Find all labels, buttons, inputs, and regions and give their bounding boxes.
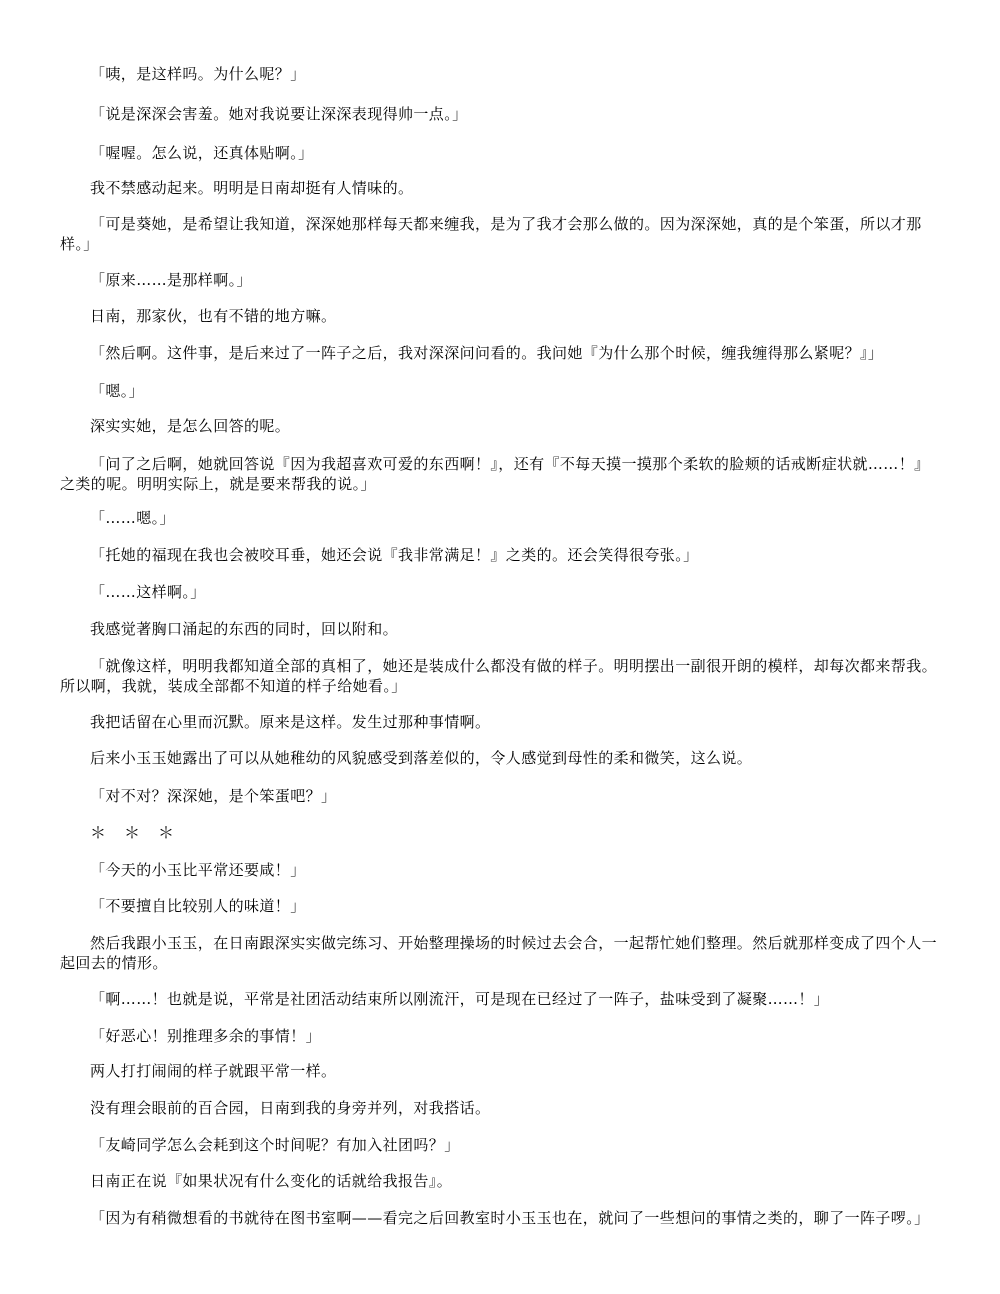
paragraph: 日南正在说『如果状况有什么变化的话就给我报告』。 xyxy=(90,1172,453,1190)
paragraph: 我感觉著胸口涌起的东西的同时，回以附和。 xyxy=(90,620,399,638)
paragraph: 「嗯。」 xyxy=(90,382,145,400)
paragraph: 「不要擅自比较别人的味道！」 xyxy=(90,897,306,915)
paragraph: 「……嗯。」 xyxy=(90,509,175,527)
paragraph: 「今天的小玉比平常还要咸！」 xyxy=(90,861,306,879)
paragraph: 「原来……是那样啊。」 xyxy=(90,271,252,289)
paragraph: 「咦，是这样吗。为什么呢？」 xyxy=(90,65,306,83)
paragraph: 「说是深深会害羞。她对我说要让深深表现得帅一点。」 xyxy=(90,105,468,123)
paragraph: 然后我跟小玉玉，在日南跟深实实做完练习、开始整理操场的时候过去会合，一起帮忙她们整理。然后就那样变成了四个人一起回去的情形。 xyxy=(60,934,938,972)
paragraph: 「……这样啊。」 xyxy=(90,583,206,601)
paragraph: 「托她的福现在我也会被咬耳垂，她还会说『我非常满足！』之类的。还会笑得很夸张。」 xyxy=(90,546,699,564)
paragraph: 「然后啊。这件事，是后来过了一阵子之后，我对深深问问看的。我问她『为什么那个时候，缠我缠得那么紧呢？』」 xyxy=(90,344,884,362)
paragraph: 「好恶心！别推理多余的事情！」 xyxy=(90,1027,322,1045)
paragraph: 「友崎同学怎么会耗到这个时间呢？有加入社团吗？」 xyxy=(90,1136,460,1154)
paragraph: 后来小玉玉她露出了可以从她稚幼的风貌感受到落差似的，令人感觉到母性的柔和微笑，这么说。 xyxy=(90,749,753,767)
paragraph: 「问了之后啊，她就回答说『因为我超喜欢可爱的东西啊！』，还有『不每天摸一摸那个柔软的脸颊的话戒断症状就……！』之类的呢。明明实际上，就是要来帮我的说。」 xyxy=(60,455,930,493)
paragraph: 「因为有稍微想看的书就待在图书室啊——看完之后回教室时小玉玉也在，就问了一些想问的事情之类的，聊了一阵子啰。」 xyxy=(90,1209,930,1227)
paragraph: 「啊……！也就是说，平常是社团活动结束所以刚流汗，可是现在已经过了一阵子，盐味受到了凝聚……！」 xyxy=(90,990,830,1008)
paragraph: 我不禁感动起来。明明是日南却挺有人情味的。 xyxy=(90,179,414,197)
paragraph: 日南，那家伙，也有不错的地方嘛。 xyxy=(90,307,337,325)
section-separator: ＊＊＊ xyxy=(90,823,193,842)
paragraph: 两人打打闹闹的样子就跟平常一样。 xyxy=(90,1062,337,1080)
paragraph: 「喔喔。怎么说，还真体贴啊。」 xyxy=(90,144,314,162)
paragraph: 没有理会眼前的百合园，日南到我的身旁并列，对我搭话。 xyxy=(90,1099,491,1117)
paragraph: 我把话留在心里而沉默。原来是这样。发生过那种事情啊。 xyxy=(90,713,491,731)
paragraph: 深实实她，是怎么回答的呢。 xyxy=(90,417,291,435)
paragraph: 「对不对？深深她，是个笨蛋吧？」 xyxy=(90,787,337,805)
paragraph: 「就像这样，明明我都知道全部的真相了，她还是装成什么都没有做的样子。明明摆出一副很开朗的模样，却每次都来帮我。所以啊，我就，装成全部都不知道的样子给她看。」 xyxy=(60,657,938,695)
paragraph: 「可是葵她，是希望让我知道，深深她那样每天都来缠我，是为了我才会那么做的。因为深深她，真的是个笨蛋，所以才那样。」 xyxy=(60,215,922,253)
